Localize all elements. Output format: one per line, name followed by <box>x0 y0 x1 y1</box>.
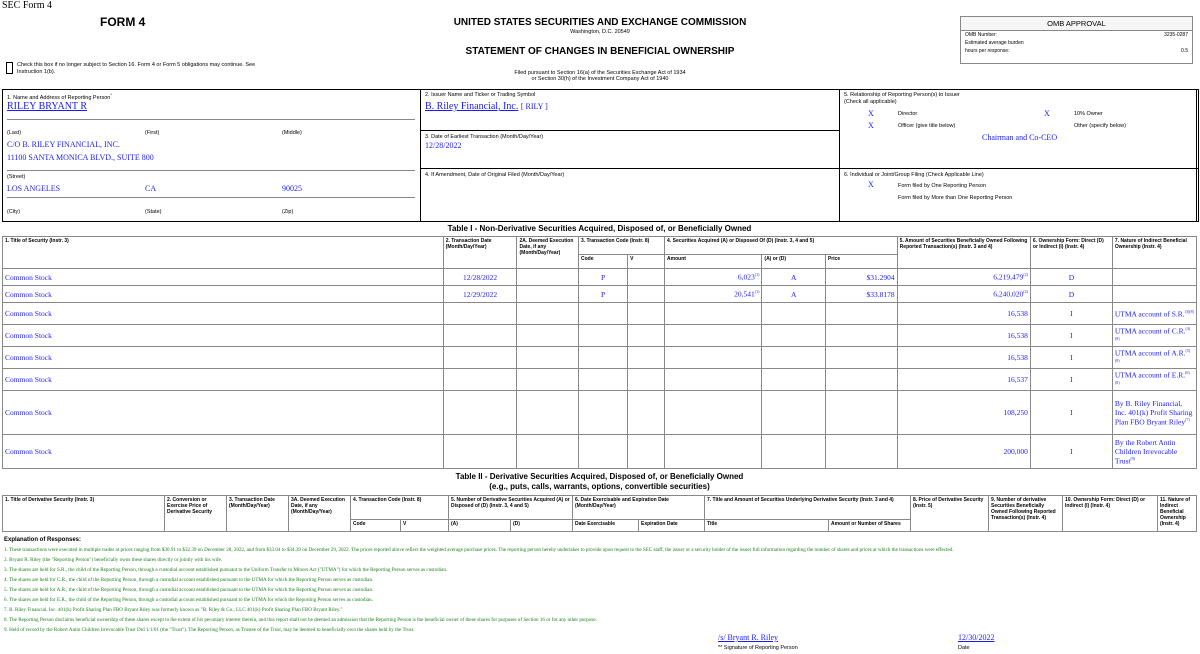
t1-price: Price <box>825 255 897 269</box>
director-label: Director <box>898 111 918 117</box>
row-form: I <box>1030 325 1112 347</box>
row-title: Common Stock <box>3 303 444 325</box>
table-row <box>3 269 1197 286</box>
row-owned: 6,219,479$^{(2)}$ <box>897 269 1030 286</box>
t1-h4: 4. Securities Acquired (A) or Disposed Of (D) (Instr. 3, 4 and 5) <box>665 237 898 255</box>
first-label: (First) <box>145 130 160 136</box>
omb-number-value: 3235-0287 <box>1164 32 1188 38</box>
omb-hours-value: 0.5 <box>1181 48 1188 54</box>
city-value: LOS ANGELES <box>7 184 61 193</box>
t2-h2: 2. Conversion or Exercise Price of Derivative Security <box>165 496 227 532</box>
filed-line1: Filed pursuant to Section 16(a) of the Securities Exchange Act of 1934 <box>514 70 686 76</box>
officer-mark[interactable]: X <box>868 121 874 130</box>
t2-h3: 3. Transaction Date (Month/Day/Year) <box>227 496 289 532</box>
t2-title-col: Title <box>705 520 829 532</box>
explanation-list <box>4 545 1194 635</box>
t2-h5: 5. Number of Derivative Securities Acquired (A) or Disposed of (D) (Instr. 3, 4 and 5) <box>449 496 573 520</box>
row-title: Common Stock <box>3 286 444 303</box>
page-label: SEC Form 4 <box>2 0 53 11</box>
box3-label: 3. Date of Earliest Transaction (Month/Day/Year) <box>425 134 544 140</box>
footnote-9: 9. Held of record by the Robert Antin Children Irrevocable Trust Dtd 1/1/01 (the "Trust"). The Reporting Person, as Trustee of the Trust, may be deemed to beneficially own the shares held by the Trust. <box>4 627 415 633</box>
row-ad: A <box>762 286 826 303</box>
t2-a: (A) <box>449 520 511 532</box>
reporting-person-name-link[interactable]: RILEY BRYANT R <box>7 101 88 112</box>
row-title: Common Stock <box>3 369 444 391</box>
issuer-link[interactable]: B. Riley Financial, Inc. <box>425 101 519 112</box>
t1-v: V <box>628 255 665 269</box>
state-label: (State) <box>145 209 162 215</box>
signature-name: /s/ Bryant R. Riley <box>718 633 778 642</box>
form-title: FORM 4 <box>100 15 146 29</box>
row-owned: 108,250 <box>897 391 1030 435</box>
row-title: Common Stock <box>3 347 444 369</box>
t1-code: Code <box>578 255 627 269</box>
table-row <box>3 369 1197 391</box>
row-form: D <box>1030 286 1112 303</box>
t2-h1: 1. Title of Derivative Security (Instr. 3) <box>3 496 165 532</box>
row-amount: 6,023$^{(1)}$ <box>665 269 762 286</box>
footnote-4: 4. The shares are held for C.R., the child of the Reporting Person, through a custodial account established pursuant to the UTMA for which the Reporting Person serves as custodian. <box>4 577 374 583</box>
row-owned: 16,537 <box>897 369 1030 391</box>
last-label: (Last) <box>7 130 22 136</box>
row-date: 12/29/2022 <box>443 286 517 303</box>
owner-label: 10% Owner <box>1074 111 1103 117</box>
omb-header: OMB APPROVAL <box>961 17 1192 31</box>
table2-title <box>2 472 1197 492</box>
t1-h2: 2. Transaction Date (Month/Day/Year) <box>443 237 517 269</box>
table1-non-derivative <box>2 236 1197 469</box>
t2-h7: 7. Title and Amount of Securities Underlying Derivative Security (Instr. 3 and 4) <box>705 496 911 520</box>
row-nature: By the Robert Antin Children Irrevocable Trust$^{(9)}$ <box>1112 435 1196 469</box>
box5-relationship <box>839 89 1199 169</box>
footnote-3: 3. The shares are held for S.R., the child of the Reporting Person, through a custodial account established pursuant to the Uniform Transfer to Minors Act ("UTMA") for which the Reporting Person serves as custodian. <box>4 567 448 573</box>
section16-checkbox[interactable] <box>6 62 13 74</box>
omb-burden-label: Estimated average burden <box>965 40 1024 46</box>
reporting-info-section <box>2 89 1197 222</box>
state-value: CA <box>145 184 157 193</box>
street-label: (Street) <box>7 174 26 180</box>
t2-v: V <box>401 520 449 532</box>
table2-derivative <box>2 495 1197 532</box>
row-code[interactable]: P <box>578 286 627 303</box>
t2-code: Code <box>351 520 401 532</box>
row-owned: 16,538 <box>897 347 1030 369</box>
t2-h11: 11. Nature of Indirect Beneficial Ownership (Instr. 4) <box>1158 496 1197 532</box>
omb-approval-box <box>960 16 1193 64</box>
omb-number-row <box>961 31 1192 39</box>
signature-date: 12/30/2022 <box>958 633 995 642</box>
city-label: (City) <box>7 209 21 215</box>
row-nature: UTMA account of A.R.$^{(5)(8)}$ <box>1112 347 1196 369</box>
row-form: I <box>1030 391 1112 435</box>
t2-expiration: Expiration Date <box>639 520 705 532</box>
earliest-transaction-date: 12/28/2022 <box>425 141 462 150</box>
footnote-5: 5. The shares are held for A.R., the child of the Reporting Person, through a custodial account established pursuant to the UTMA for which the Reporting Person serves as custodian. <box>4 587 374 593</box>
one-person-label: Form filed by One Reporting Person <box>898 183 987 189</box>
row-owned: 200,000 <box>897 435 1030 469</box>
t1-h3: 3. Transaction Code (Instr. 8) <box>578 237 664 255</box>
divider <box>7 197 415 198</box>
table-row <box>3 391 1197 435</box>
row-nature <box>1112 286 1196 303</box>
officer-title: Chairman and Co-CEO <box>982 133 1058 142</box>
t2-exercisable: Date Exercisable <box>573 520 639 532</box>
t1-amount: Amount <box>665 255 762 269</box>
row-date: 12/28/2022 <box>443 269 517 286</box>
more-persons-label: Form filed by More than One Reporting Person <box>898 195 1013 201</box>
table2-title2: (e.g., puts, calls, warrants, options, convertible securities) <box>489 482 710 491</box>
t2-h3a: 3A. Deemed Execution Date, if any (Month/Day/Year) <box>289 496 351 532</box>
row-nature: UTMA account of S.R.$^{(3)(8)}$ <box>1112 303 1196 325</box>
t1-h7: 7. Nature of Indirect Beneficial Ownership (Instr. 4) <box>1112 237 1196 269</box>
row-form: D <box>1030 269 1112 286</box>
t1-h5: 5. Amount of Securities Beneficially Owned Following Reported Transaction(s) (Instr. 3 and 4) <box>897 237 1030 269</box>
filed-line2: or Section 30(h) of the Investment Company Act of 1940 <box>531 76 669 82</box>
middle-label: (Middle) <box>282 130 302 136</box>
footnote-1: 1. These transactions were executed in multiple trades at prices ranging from $30.91 to $32.39 on December 28, 2022, and from $33.04 to $34.39 on December 29, 2022. The prices reported above reflect the weighted average purchase prices. The reporting person hereby undertakes to provide upon request to the SEC staff, the issuer or a security holder of the issuer full information regarding the number of shares and prices at which the transactions were effected. <box>4 547 954 553</box>
row-form: I <box>1030 435 1112 469</box>
other-label: Other (specify below) <box>1074 123 1126 129</box>
explanation-title: Explanation of Responses: <box>4 537 82 543</box>
officer-label: Officer (give title below) <box>898 123 956 129</box>
table1-header-row <box>3 237 1197 255</box>
omb-hours-row <box>961 47 1192 55</box>
agency-name: UNITED STATES SECURITIES AND EXCHANGE COMMISSION <box>453 17 747 28</box>
row-title: Common Stock <box>3 435 444 469</box>
zip-label: (Zip) <box>282 209 294 215</box>
t2-h6: 6. Date Exercisable and Expiration Date (Month/Day/Year) <box>573 496 705 520</box>
t1-ad: (A) or (D) <box>762 255 826 269</box>
agency-location: Washington, D.C. 20549 <box>570 29 630 35</box>
row-price: $31.2904 <box>825 269 897 286</box>
row-title: Common Stock <box>3 391 444 435</box>
box6-filing <box>839 168 1199 222</box>
statement-title: STATEMENT OF CHANGES IN BENEFICIAL OWNERSHIP <box>465 46 735 57</box>
table2-header-row <box>3 496 1197 520</box>
t2-h4: 4. Transaction Code (Instr. 8) <box>351 496 449 520</box>
table-row <box>3 435 1197 469</box>
zip-value: 90025 <box>282 184 302 193</box>
row-nature: UTMA account of C.R.$^{(4)(8)}$ <box>1112 325 1196 347</box>
director-mark[interactable]: X <box>868 109 874 118</box>
table-row <box>3 325 1197 347</box>
table-row <box>3 347 1197 369</box>
row-nature: UTMA account of E.R.$^{(6)(8)}$ <box>1112 369 1196 391</box>
footnote-2: 2. Bryant R. Riley (the "Reporting Person") beneficially owns these shares directly or jointly with his wife. <box>4 557 223 563</box>
t2-h9: 9. Number of derivative Securities Beneficially Owned Following Reported Transaction(s) (Instr. 4) <box>989 496 1063 532</box>
row-owned: 16,538 <box>897 303 1030 325</box>
one-person-mark[interactable]: X <box>868 180 874 189</box>
box1-asterisk: * <box>110 92 112 97</box>
table1-title: Table I - Non-Derivative Securities Acquired, Disposed of, or Beneficially Owned <box>447 224 752 233</box>
row-nature <box>1112 269 1196 286</box>
agency-header <box>400 17 800 35</box>
t2-h8: 8. Price of Derivative Security (Instr. 5) <box>911 496 989 532</box>
box5-label2: (Check all applicable) <box>844 99 897 105</box>
signature-label: ** Signature of Reporting Person <box>718 645 798 651</box>
box3-earliest-transaction <box>420 130 840 169</box>
footnote-6: 6. The shares are held for E.R., the child of the Reporting Person, through a custodial account established pursuant to the UTMA for which the Reporting Person serves as custodian. <box>4 597 373 603</box>
box5-label1: 5. Relationship of Reporting Person(s) to Issuer <box>844 92 960 98</box>
row-owned: 6,240,020$^{(2)}$ <box>897 286 1030 303</box>
address-line1: C/O B. RILEY FINANCIAL, INC. <box>7 140 120 149</box>
table2-title1: Table II - Derivative Securities Acquired, Disposed of, or Beneficially Owned <box>455 472 744 481</box>
row-nature: By B. Riley Financial, Inc. 401(k) Profit Sharing Plan FBO Bryant Riley$^{(7)}$ <box>1112 391 1196 435</box>
omb-burden-row <box>961 39 1192 47</box>
table-row <box>3 286 1197 303</box>
row-form: I <box>1030 347 1112 369</box>
row-form: I <box>1030 303 1112 325</box>
row-amount: 20,541$^{(1)}$ <box>665 286 762 303</box>
checkbox-note: Check this box if no longer subject to Section 16. Form 4 or Form 5 obligations may continue. See Instruction 1(b). <box>17 62 256 75</box>
t2-amount: Amount or Number of Shares <box>829 520 911 532</box>
box4-label: 4. If Amendment, Date of Original Filed (Month/Day/Year) <box>425 172 565 178</box>
row-owned: 16,538 <box>897 325 1030 347</box>
owner-mark[interactable]: X <box>1044 109 1050 118</box>
omb-hours-label: hours per response: <box>965 48 1010 54</box>
box4-amendment <box>420 168 840 222</box>
row-price: $33.8178 <box>825 286 897 303</box>
t2-h10: 10. Ownership Form: Direct (D) or Indirect (I) (Instr. 4) <box>1063 496 1158 532</box>
filed-pursuant <box>400 70 800 82</box>
box2-label: 2. Issuer Name and Ticker or Trading Symbol <box>425 92 536 98</box>
footnote-7: 7. B. Riley Financial, Inc. 401(k) Profit Sharing Plan FBO Bryant Riley was formerly known as "B. Riley & Co., LLC 401(k) Profit Sharing Plan FBO Bryant Riley." <box>4 607 343 613</box>
divider <box>7 170 415 171</box>
row-form: I <box>1030 369 1112 391</box>
t1-h6: 6. Ownership Form: Direct (D) or Indirect (I) (Instr. 4) <box>1030 237 1112 269</box>
row-title: Common Stock <box>3 325 444 347</box>
ticker-symbol: RILY <box>525 102 544 111</box>
date-label: Date <box>958 645 970 651</box>
row-code[interactable]: P <box>578 269 627 286</box>
box1-label: 1. Name and Address of Reporting Person <box>7 94 111 101</box>
box2-issuer: 2. Issuer Name and Ticker or Trading Symbol B. Riley Financial, Inc. [ RILY ] <box>420 89 840 131</box>
row-title: Common Stock <box>3 269 444 286</box>
t1-h1: 1. Title of Security (Instr. 3) <box>3 237 444 269</box>
divider <box>7 119 415 120</box>
omb-number-label: OMB Number: <box>965 32 997 38</box>
table-row <box>3 303 1197 325</box>
t2-d: (D) <box>511 520 573 532</box>
t1-h2a: 2A. Deemed Execution Date, if any (Month/Day/Year) <box>517 237 578 269</box>
box6-label: 6. Individual or Joint/Group Filing (Check Applicable Line) <box>844 172 984 178</box>
row-ad: A <box>762 269 826 286</box>
footnote-8: 8. The Reporting Person disclaims beneficial ownership of these shares except to the extent of his pecuniary interest therein, and this report shall not be deemed an admission that the Reporting Person is the beneficial owner of these shares for purposes of Section 16 or for any other purpose. <box>4 617 597 623</box>
address-line2: 11100 SANTA MONICA BLVD., SUITE 800 <box>7 153 154 162</box>
box1-reporting-person <box>2 89 421 222</box>
